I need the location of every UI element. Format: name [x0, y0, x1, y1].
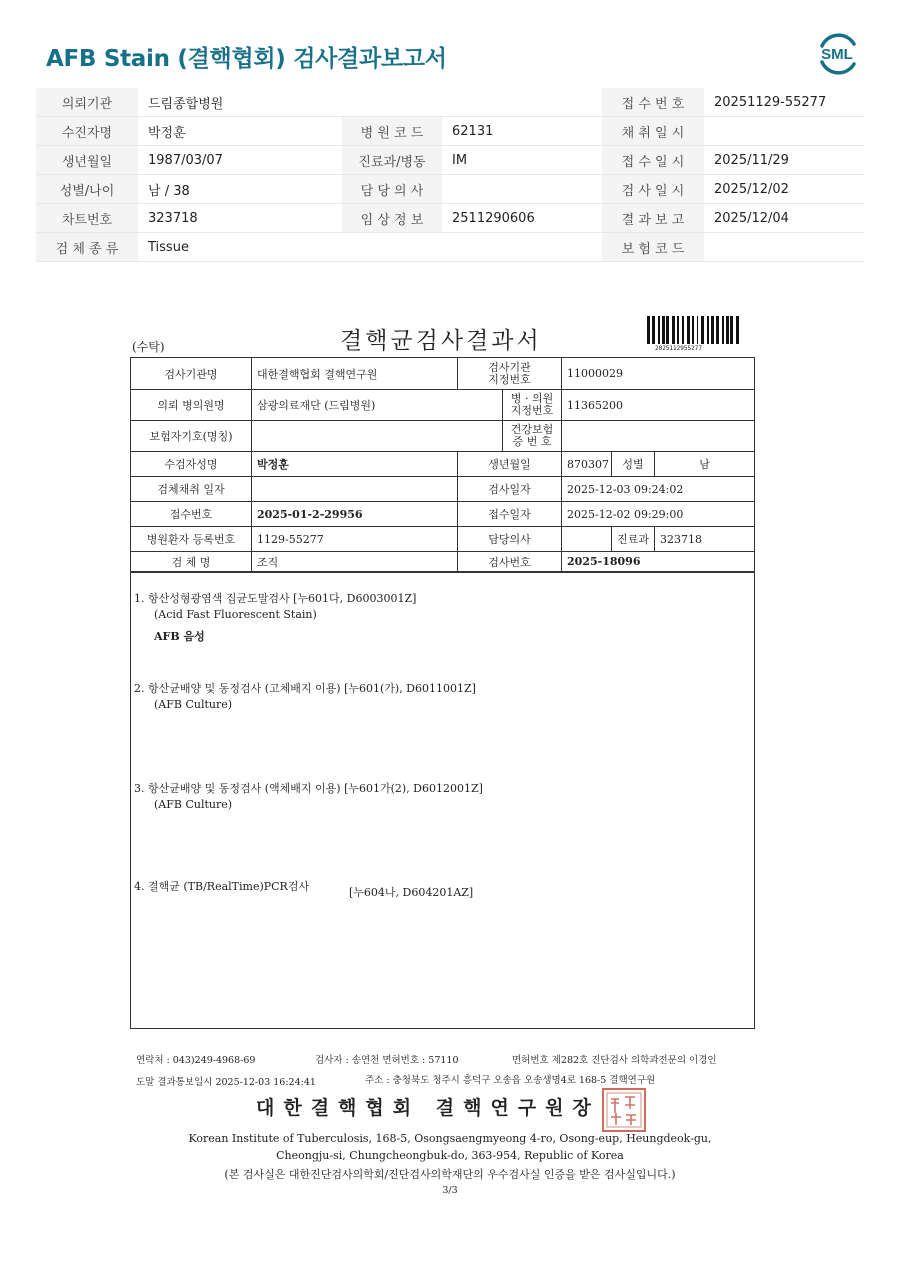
lab-name-value: 대한결핵협회 결핵연구원	[252, 358, 458, 390]
test-item	[134, 879, 309, 895]
test-item	[134, 591, 416, 645]
info-value: 323718	[138, 204, 342, 233]
lab-no-value: 11000029	[562, 358, 755, 390]
info-value: 1987/03/07	[138, 146, 342, 175]
test-no-value: 2025-18096	[562, 552, 755, 572]
english-address-line-2: Cheongju-si, Chungcheongbuk-do, 363-954, Republic of Korea	[276, 1149, 624, 1162]
test-no-label: 검사번호	[458, 552, 562, 572]
barcode-bar	[658, 316, 660, 344]
lab-name-label: 검사기관명	[131, 358, 252, 390]
info-label	[342, 88, 442, 117]
info-label	[342, 233, 442, 262]
logo-text: SML	[821, 46, 853, 63]
reception-date-value: 2025-12-02 09:29:00	[562, 502, 755, 527]
info-value	[442, 175, 602, 204]
info-row	[36, 175, 864, 204]
lab-no-label-2: 지정번호	[488, 372, 531, 386]
ins-cert-label	[503, 421, 562, 452]
test-item-title: 1. 항산성형광염색 집균도말검사 [누601다, D6003001Z]	[134, 592, 417, 605]
result-row	[131, 452, 755, 477]
certification-note: (본 검사실은 대한진단검사의학회/진단검사의학재단의 우수검사실 인증을 받은 검사실입니다.)	[224, 1168, 676, 1181]
insured-label: 보험자기호(명칭)	[131, 421, 252, 452]
ins-cert-label-1: 건강보험	[510, 423, 554, 436]
info-row	[36, 88, 864, 117]
info-label: 접 수 일 시	[602, 146, 704, 175]
sml-logo	[814, 30, 860, 76]
result-row	[131, 502, 755, 527]
info-value: 2025/12/02	[704, 175, 864, 204]
consignment-tag: (수탁)	[132, 340, 165, 354]
barcode-bar	[692, 316, 694, 344]
info-label: 보 험 코 드	[602, 233, 704, 262]
req-hospital-value: 삼광의료재단 (드림병원)	[252, 390, 503, 421]
sex-label: 성별	[612, 452, 655, 477]
test-item-title: 4. 결핵균 (TB/RealTime)PCR검사	[134, 880, 310, 893]
barcode-bar	[672, 316, 675, 344]
info-value: 드림종합병원	[138, 88, 342, 117]
info-row	[36, 117, 864, 146]
info-value: 62131	[442, 117, 602, 146]
info-value: 2025/12/04	[704, 204, 864, 233]
test-item-subtitle: (AFB Culture)	[154, 698, 233, 711]
dept-value: 323718	[655, 527, 755, 552]
info-value: 2025/11/29	[704, 146, 864, 175]
dept-label: 진료과	[612, 527, 655, 552]
hosp-reg-no-label: 병원환자 등록번호	[131, 527, 252, 552]
patient-label: 수검자성명	[131, 452, 252, 477]
barcode-bar	[652, 316, 655, 344]
address-text: 주소 : 충청북도 청주시 흥덕구 오송읍 오송생명4로 168-5 결핵연구원	[365, 1075, 656, 1086]
test-item	[134, 681, 476, 713]
hosp-no-value: 11365200	[562, 390, 755, 421]
req-hospital-label: 의뢰 병의원명	[131, 390, 252, 421]
info-value: IM	[442, 146, 602, 175]
patient-info-table	[36, 88, 864, 262]
info-value	[442, 233, 602, 262]
barcode-bar	[707, 316, 709, 344]
info-label: 병 원 코 드	[342, 117, 442, 146]
barcode-bar	[647, 316, 650, 344]
document-title: 결핵균검사결과서	[340, 328, 542, 354]
test-result: AFB 음성	[154, 630, 205, 643]
lab-no-label	[458, 358, 562, 390]
info-label: 접 수 번 호	[602, 88, 704, 117]
result-row	[131, 390, 755, 421]
barcode-bar	[682, 316, 684, 344]
sex-value: 남	[655, 452, 755, 477]
barcode-bar	[736, 316, 739, 344]
info-label: 검 사 일 시	[602, 175, 704, 204]
dob-label: 생년월일	[458, 452, 562, 477]
hosp-no-label-2: 지정번호	[510, 404, 554, 417]
barcode-number: 2025112955277	[655, 345, 702, 352]
hosp-no-label-1: 병 · 의원	[510, 392, 554, 405]
info-label: 검 체 종 류	[36, 233, 138, 262]
dob-value: 870307	[562, 452, 612, 477]
info-label: 진료과/병동	[342, 146, 442, 175]
specimen-value: 조직	[252, 552, 458, 572]
test-item-subtitle: (AFB Culture)	[154, 798, 233, 811]
doctor-label: 담당의사	[458, 527, 562, 552]
info-label: 임 상 정 보	[342, 204, 442, 233]
info-label: 채 취 일 시	[602, 117, 704, 146]
doctor-value	[562, 527, 612, 552]
info-label: 수진자명	[36, 117, 138, 146]
info-value: 박정훈	[138, 117, 342, 146]
barcode-bar	[711, 316, 714, 344]
test-item	[134, 781, 483, 813]
patient-value: 박정훈	[252, 452, 458, 477]
info-value: 20251129-55277	[704, 88, 864, 117]
hosp-reg-no-value: 1129-55277	[252, 527, 458, 552]
info-label: 성별/나이	[36, 175, 138, 204]
report-time-text: 도말 결과통보일시 2025-12-03 16:24:41	[136, 1077, 316, 1088]
info-value	[704, 117, 864, 146]
ins-cert-value	[562, 421, 755, 452]
collect-date-label: 검체채취 일자	[131, 477, 252, 502]
info-row	[36, 204, 864, 233]
hosp-no-label	[503, 390, 562, 421]
info-value	[442, 88, 602, 117]
result-row	[131, 552, 755, 572]
insured-value	[252, 421, 503, 452]
barcode-bar	[726, 316, 729, 344]
specimen-label: 검 체 명	[131, 552, 252, 572]
reception-no-label: 접수번호	[131, 502, 252, 527]
barcode-bar	[662, 316, 665, 344]
barcode-bar	[716, 316, 719, 344]
test-item-subtitle: (Acid Fast Fluorescent Stain)	[154, 608, 317, 621]
barcode-bar	[730, 316, 733, 344]
tester-text: 검사자 : 송연천 면허번호 : 57110	[315, 1055, 459, 1066]
info-label: 결 과 보 고	[602, 204, 704, 233]
barcode-image	[647, 316, 740, 344]
barcode-bar	[701, 316, 704, 344]
test-date-label: 검사일자	[458, 477, 562, 502]
barcode-bar	[687, 316, 690, 344]
barcode-bar	[722, 316, 724, 344]
result-row	[131, 527, 755, 552]
barcode-bar	[677, 316, 679, 344]
lab-no-label-1: 검사기관	[488, 360, 531, 374]
result-header-table	[130, 357, 755, 572]
info-row	[36, 146, 864, 175]
info-label: 생년월일	[36, 146, 138, 175]
license-text: 면허번호 제282호 진단검사 의학과전문의 이경인	[512, 1055, 717, 1066]
test-item-code: [누604나, D604201AZ]	[349, 886, 474, 899]
contact-text: 연락처 : 043)249-4968-69	[136, 1055, 256, 1066]
info-label: 의뢰기관	[36, 88, 138, 117]
official-seal-stamp	[601, 1087, 647, 1133]
collect-date-value	[252, 477, 458, 502]
reception-date-label: 접수일자	[458, 502, 562, 527]
result-row	[131, 477, 755, 502]
result-row	[131, 421, 755, 452]
ins-cert-label-2: 증 번 호	[512, 435, 552, 448]
report-title: AFB Stain (결핵협회) 검사결과보고서	[46, 46, 447, 72]
info-label: 담 당 의 사	[342, 175, 442, 204]
result-row	[131, 358, 755, 390]
barcode-bar	[666, 316, 669, 344]
signature-line: 대한결핵협회 결핵연구원장	[256, 1097, 600, 1119]
info-label: 차트번호	[36, 204, 138, 233]
info-row	[36, 233, 864, 262]
test-item-title: 2. 항산균배양 및 동정검사 (고체배지 이용) [누601(가), D6011001Z]	[134, 682, 476, 695]
test-date-value: 2025-12-03 09:24:02	[562, 477, 755, 502]
page-number: 3/3	[442, 1185, 458, 1196]
info-value: Tissue	[138, 233, 342, 262]
info-value	[704, 233, 864, 262]
result-body	[130, 572, 755, 1029]
info-value: 2511290606	[442, 204, 602, 233]
barcode-bar	[697, 316, 698, 344]
info-value: 남 / 38	[138, 175, 342, 204]
test-item-title: 3. 항산균배양 및 동정검사 (액체배지 이용) [누601가(2), D6012001Z]	[134, 782, 483, 795]
reception-no-value: 2025-01-2-29956	[252, 502, 458, 527]
english-address-line-1: Korean Institute of Tuberculosis, 168-5, Osongsaengmyeong 4-ro, Osong-eup, Heungdeok-gu,	[188, 1132, 712, 1145]
